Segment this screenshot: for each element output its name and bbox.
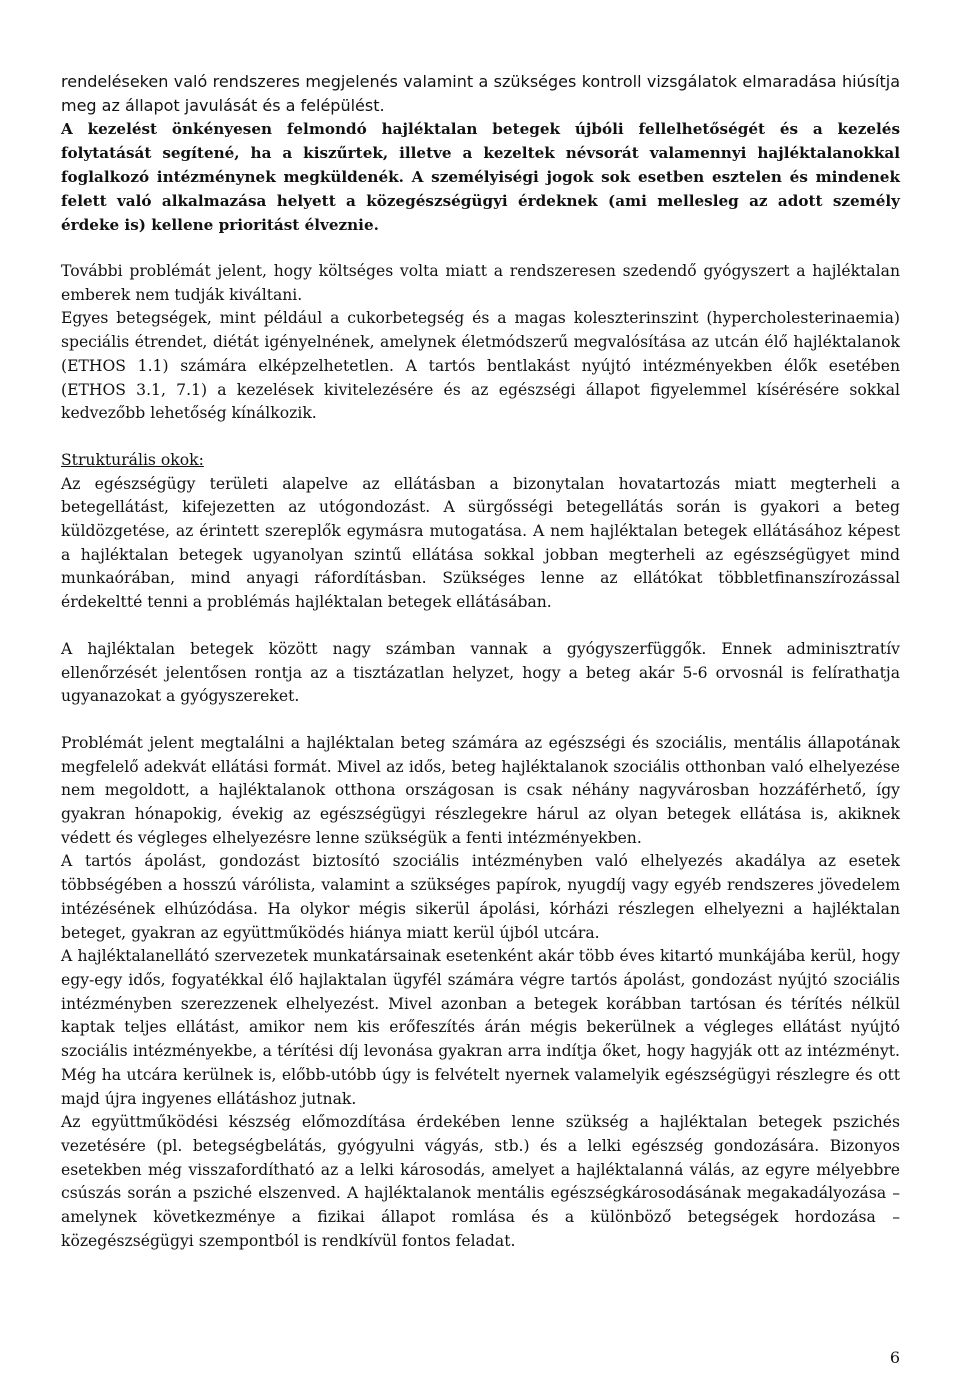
paragraph: További problémát jelent, hogy költséges volta miatt a rendszeresen szedendő gyógyszert a hajléktalan emberek nem tudják kiváltani.: [61, 262, 900, 304]
paragraph: Egyes betegségek, mint például a cukorbetegség és a magas koleszterinszint (hypercholesterinaemia) speciális étrendet, diétát igényelnének, amelynek életmódszerű megvalósítása az utcán élő hajléktalanok (ETHOS 1.1) számára elképzelhetetlen. A tartós bentlakást nyújtó intézményekben élők esetében (ETHOS 3.1, 7.1) a kezelések kivitelezésére és az egészségi állapot figyelemmel kísérésére sokkal kedvezőbb lehetőség kínálkozik.: [61, 309, 900, 423]
spacer: [61, 426, 900, 449]
paragraph: A hajléktalan betegek között nagy számban vannak a gyógyszerfüggők. Ennek adminisztratív ellenőrzését jelentősen rontja az a tisztázatlan helyzet, hogy a beteg akár 5-6 orvosnál is felírathatja ugyanazokat a gyógyszereket.: [61, 639, 900, 706]
spacer: [61, 615, 900, 638]
paragraph: A hajléktalanellátó szervezetek munkatársainak esetenként akár több éves kitartó munkájába kerül, hogy egy-egy idős, fogyatékkal élő hajlaktalan ügyfél számára végre tartós ápolást, gondozást nyújtó szociális intézményben szerezzenek elhelyezést. Mivel azonban a betegek korábban tartósan és térítés nélkül kaptak teljes ellátást, amikor nem kis erőfeszítés árán mégis bekerülnek a végleges ellátást nyújtó szociális intézményekbe, a térítési díj levonása gyakran arra indítja őket, hogy hagyják ott az intézményt. Még ha utcára kerülnek is, előbb-utóbb úgy is felvételt nyernek valamelyik egészségügyi részlegre és ott majd újra ingyenes ellátáshoz jutnak.: [61, 947, 900, 1108]
page-number: 6: [889, 1348, 900, 1367]
paragraph: A tartós ápolást, gondozást biztosító szociális intézményben való elhelyezés akadálya az esetek többségében a hosszú várólista, valamint a szükséges papírok, nyugdíj vagy egyéb rendszeres jövedelem intézésének elhúzódása. Ha olykor mégis sikerül ápolási, kórházi részlegen elhelyezni a hajléktalan beteget, gyakran az együttműködés hiánya miatt kerül újból utcára.: [61, 852, 900, 942]
paragraph: Az együttműködési készség előmozdítása érdekében lenne szükség a hajléktalan betegek pszichés vezetésére (pl. betegségbelátás, gyógyulni vágyás, stb.) és a lelki egészség gondozására. Bizonyos esetekben még visszafordítható az a lelki károsodás, amelyet a hajléktalanná válás, az egyre mélyebbre csúszás során a psziché elszenved. A hajléktalanok mentális egészségkárosodásának megakadályozása –amelynek következménye a fizikai állapot romlása és a különböző betegségek hordozása – közegészségügyi szempontból is rendkívül fontos feladat.: [61, 1113, 900, 1250]
paragraph: Problémát jelent megtalálni a hajléktalan beteg számára az egészségi és szociális, mentális állapotának megfelelő adekvát ellátási formát. Mivel az idős, beteg hajléktalanok szociális otthonban való elhelyezése nem megoldott, a hajléktalanok otthona országosan is csak néhány nagyvárosban hozzáférhető, így gyakran hónapokig, évekig az egészségügyi részlegekre hárul az olyan betegek ellátása is, akiknek védett és végleges elhelyezésre lenne szükségük a fenti intézményekben.: [61, 733, 900, 847]
document-body: [61, 70, 900, 1253]
spacer: [61, 237, 900, 260]
paragraph: Az egészségügy területi alapelve az ellátásban a bizonytalan hovatartozás miatt megterheli a betegellátást, kifejezetten az utógondozást. A sürgősségi betegellátás során is gyakori a beteg küldözgetése, az érintett szereplők egymásra mutogatása. A nem hajléktalan betegek ellátásához képest a hajléktalan betegek ugyanolyan szintű ellátása sokkal jobban megterheli az egészségügyet mind munkaórában, mind anyagi ráfordításban. Szükséges lenne az ellátókat többletfinanszírozással érdekeltté tenni a problémás hajléktalan betegek ellátásában.: [61, 474, 900, 612]
paragraph-intro: rendeléseken való rendszeres megjelenés valamint a szükséges kontroll vizsgálatok elmaradása hiúsítja meg az állapot javulását és a felépülést.: [61, 72, 900, 115]
spacer: [61, 709, 900, 732]
section-heading: Strukturális okok:: [61, 450, 204, 469]
paragraph-bold: A kezelést önkényesen felmondó hajléktalan betegek újbóli fellelhetőségét és a kezelés folytatását segítené, ha a kiszűrtek, illetve a kezeltek névsorát valamennyi hajléktalanokkal foglalkozó intézménynek megküldenék. A személyiségi jogok sok esetben esztelen és mindenek felett való alkalmazása helyett a közegészségügyi érdeknek (ami mellesleg az adott személy érdeke is) kellene prioritást élveznie.: [61, 120, 900, 234]
